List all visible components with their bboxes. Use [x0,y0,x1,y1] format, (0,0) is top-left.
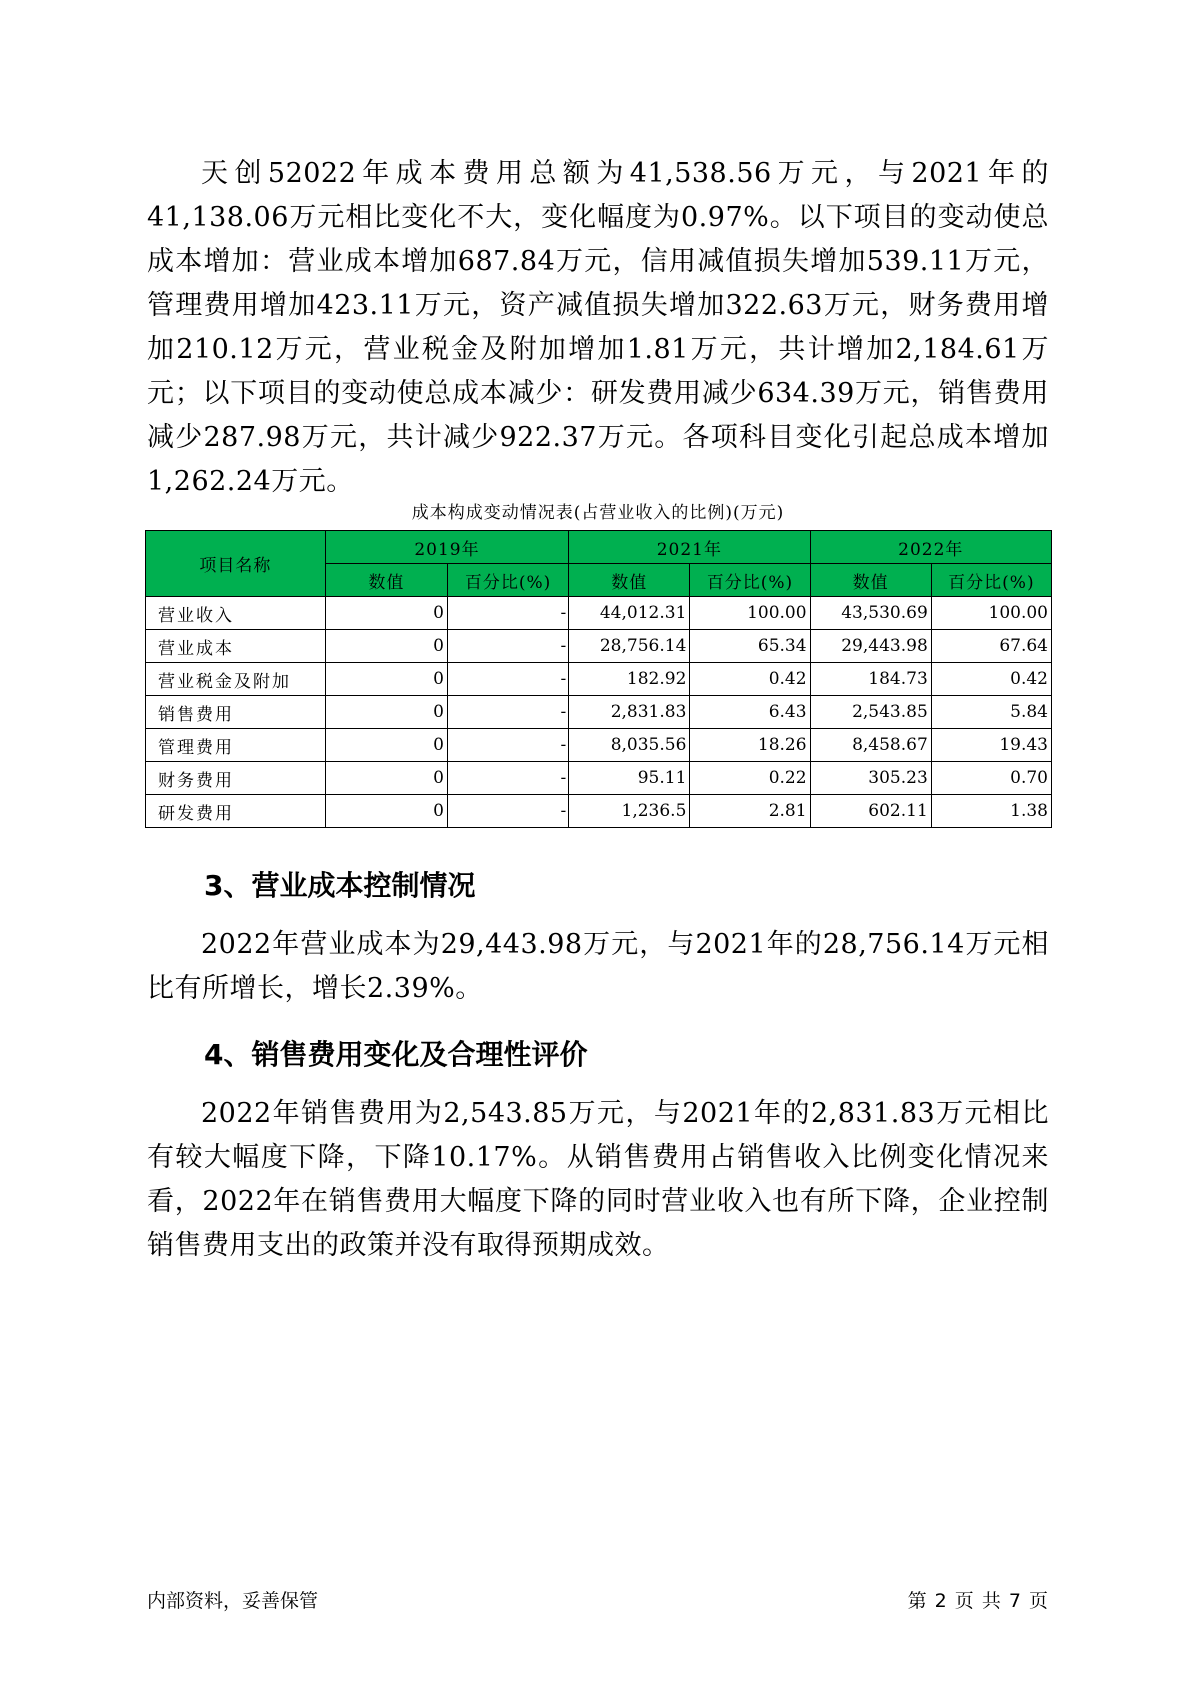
table-header-row-years [146,531,1052,564]
percent-2022: 100.00 [931,597,1051,630]
percent-2022: 19.43 [931,729,1051,762]
value-2022: 29,443.98 [810,630,931,663]
value-2021: 182.92 [569,663,690,696]
table-caption: 成本构成变动情况表(占营业收入的比例)(万元) [411,503,785,523]
table-row [146,630,1052,663]
value-2022: 2,543.85 [810,696,931,729]
percent-2021: 18.26 [690,729,810,762]
table-row [146,597,1052,630]
table-row [146,762,1052,795]
value-2021: 1,236.5 [569,795,690,828]
percent-2021: 0.22 [690,762,810,795]
paragraph-operating-cost: 2022年营业成本为29,443.98万元，与2021年的28,756.14万元相比有所增长，增长2.39%。 [147,929,1049,1004]
table-row [146,696,1052,729]
value-2019: 0 [325,597,447,630]
row-item-name: 管理费用 [146,729,326,762]
row-item-name: 营业收入 [146,597,326,630]
value-2019: 0 [325,630,447,663]
value-2021: 8,035.56 [569,729,690,762]
table-row [146,663,1052,696]
percent-2019: - [447,762,568,795]
header-value: 数值 [810,564,931,597]
table-row [146,795,1052,828]
value-2019: 0 [325,696,447,729]
header-value: 数值 [325,564,447,597]
value-2022: 305.23 [810,762,931,795]
paragraph-sales-expense: 2022年销售费用为2,543.85万元，与2021年的2,831.83万元相比有较大幅度下降，下降10.17%。从销售费用占销售收入比例变化情况来看，2022年在销售费用大幅度下降的同时营业收入也有所下降，企业控制销售费用支出的政策并没有取得预期成效。 [147,1098,1049,1261]
percent-2019: - [447,597,568,630]
percent-2021: 2.81 [690,795,810,828]
percent-2019: - [447,630,568,663]
value-2022: 43,530.69 [810,597,931,630]
footer-page-number: 第 2 页 共 7 页 [907,1590,1049,1612]
percent-2021: 6.43 [690,696,810,729]
row-item-name: 研发费用 [146,795,326,828]
percent-2019: - [447,729,568,762]
value-2021: 2,831.83 [569,696,690,729]
section-heading-operating-cost: 3、营业成本控制情况 [204,869,476,902]
value-2022: 184.73 [810,663,931,696]
table-row [146,729,1052,762]
header-item-name: 项目名称 [146,531,326,597]
percent-2022: 1.38 [931,795,1051,828]
value-2019: 0 [325,663,447,696]
cost-structure-table [145,530,1052,828]
percent-2021: 65.34 [690,630,810,663]
percent-2022: 0.42 [931,663,1051,696]
section-heading-sales-expense: 4、销售费用变化及合理性评价 [204,1038,588,1071]
percent-2021: 0.42 [690,663,810,696]
percent-2021: 100.00 [690,597,810,630]
value-2021: 44,012.31 [569,597,690,630]
header-year-2022: 2022年 [810,531,1051,564]
percent-2022: 5.84 [931,696,1051,729]
percent-2022: 0.70 [931,762,1051,795]
value-2019: 0 [325,729,447,762]
header-percent: 百分比(%) [931,564,1051,597]
header-value: 数值 [569,564,690,597]
row-item-name: 销售费用 [146,696,326,729]
value-2022: 602.11 [810,795,931,828]
value-2019: 0 [325,762,447,795]
value-2022: 8,458.67 [810,729,931,762]
value-2019: 0 [325,795,447,828]
percent-2019: - [447,795,568,828]
paragraph-cost-total: 天创52022年成本费用总额为41,538.56万元，与2021年的41,138.06万元相比变化不大，变化幅度为0.97%。以下项目的变动使总成本增加：营业成本增加687.84万元，信用减值损失增加539.11万元，管理费用增加423.11万元，资产减值损失增加322.63万元，财务费用增加210.12万元，营业税金及附加增加1.81万元，共计增加2,184.61万元；以下项目的变动使总成本减少：研发费用减少634.39万元，销售费用减少287.98万元，共计减少922.37万元。各项科目变化引起总成本增加1,262.24万元。 [147,158,1049,497]
header-year-2021: 2021年 [569,531,810,564]
header-percent: 百分比(%) [690,564,810,597]
value-2021: 28,756.14 [569,630,690,663]
percent-2019: - [447,696,568,729]
row-item-name: 财务费用 [146,762,326,795]
percent-2019: - [447,663,568,696]
percent-2022: 67.64 [931,630,1051,663]
row-item-name: 营业成本 [146,630,326,663]
header-year-2019: 2019年 [325,531,568,564]
value-2021: 95.11 [569,762,690,795]
header-percent: 百分比(%) [447,564,568,597]
footer-confidential-note: 内部资料，妥善保管 [147,1590,319,1612]
row-item-name: 营业税金及附加 [146,663,326,696]
